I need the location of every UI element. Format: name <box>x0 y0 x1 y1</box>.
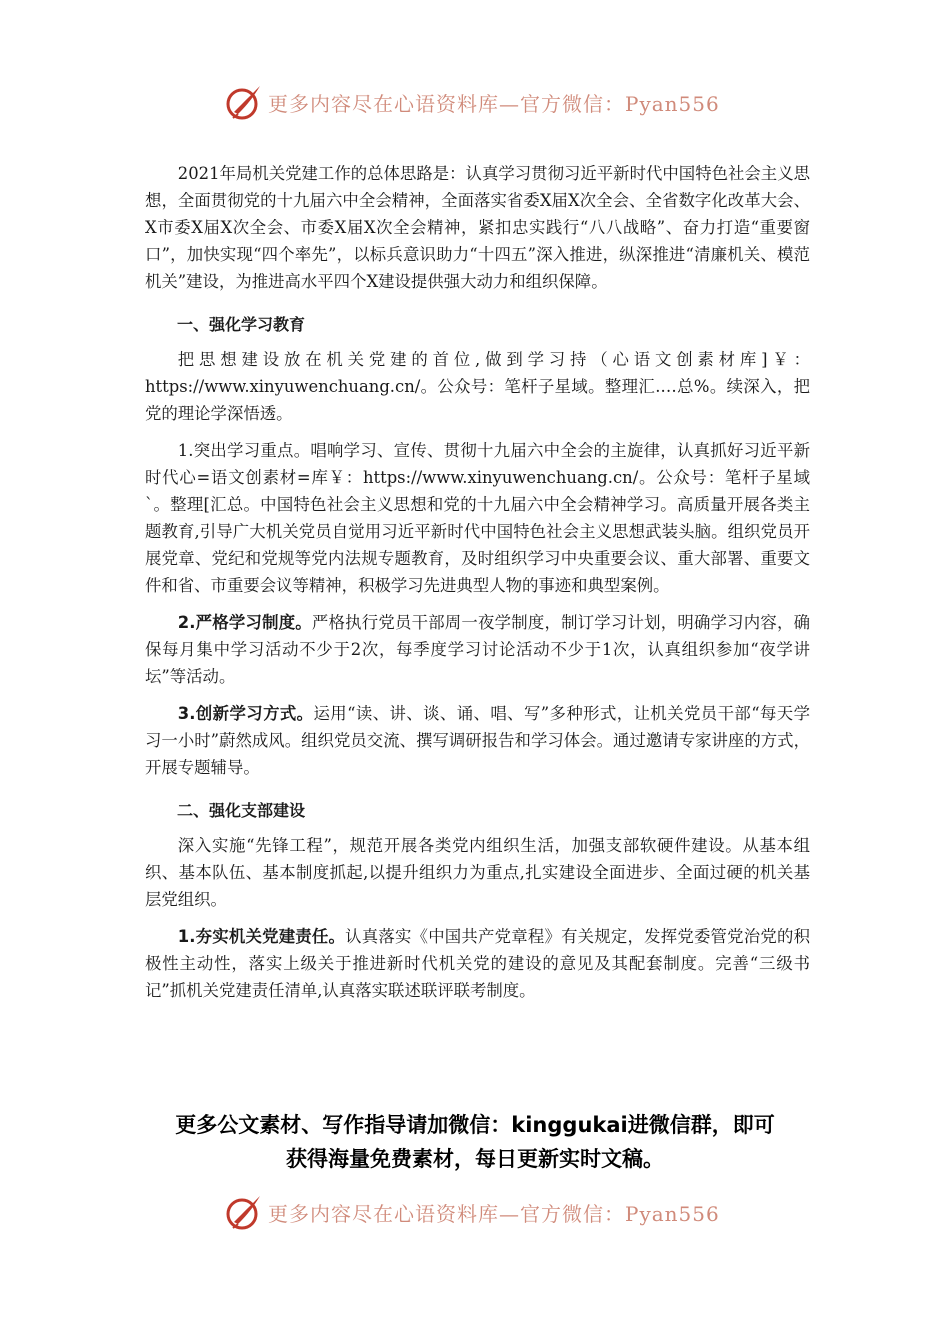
item-lead: 1.夯实机关党建责任。 <box>177 927 346 946</box>
section1-item-1 <box>145 437 810 599</box>
section-heading-study: 一、强化学习教育 <box>177 315 306 334</box>
header-banner <box>224 82 744 122</box>
item-lead: 2.严格学习制度。 <box>177 613 312 632</box>
item-text: 运用“读、讲、谈、诵、唱、写”多种形式，让机关党员干部“每天学习一小时”蔚然成风。组织党员交流、撰写调研报告和学习体会。通过邀请专家讲座的方式，开展专题辅导。 <box>145 704 810 777</box>
item-lead: 3.创新学习方式。 <box>177 704 314 723</box>
item-text: 严格执行党员干部周一夜学制度，制订学习计划，明确学习内容，确保每月集中学习活动不少于2次，每季度学习讨论活动不少于1次，认真组织参加“夜学讲坛”等活动。 <box>145 613 810 686</box>
section-heading-branch: 二、强化支部建设 <box>177 801 306 820</box>
quill-logo-icon <box>224 82 264 122</box>
promo-line-2: 获得海量免费素材，每日更新实时文稿。 <box>286 1147 664 1171</box>
header-banner-text: 更多内容尽在心语资料库—官方微信：Pyan556 <box>268 91 720 116</box>
document-body <box>145 160 810 1004</box>
item-text: 唱响学习、宣传、贯彻十九届六中全会的主旋律，认真抓好习近平新时代心=语文创素材=库￥：https://www.xinyuwenchuang.cn/。公众号：笔杆子星域`。整理[汇总。中国特色社会主义思想和党的十九届六中全会精神学习。高质量开展各类主题教育,引导广大机关党员自觉用习近平新时代中国特色社会主义思想武装头脑。组织党员开展党章、党纪和党规等党内法规专题教育，及时组织学习中央重要会议、重大部署、重要文件和省、市重要会议等精神，积极学习先进典型人物的事迹和典型案例。 <box>145 441 810 595</box>
quill-logo-icon <box>224 1192 264 1232</box>
promo-notice <box>100 1108 850 1176</box>
promo-line-1: 更多公文素材、写作指导请加微信：kinggukai进微信群，即可 <box>175 1113 775 1137</box>
section2-intro: 深入实施“先锋工程”，规范开展各类党内组织生活，加强支部软硬件建设。从基本组织、基本队伍、基本制度抓起,以提升组织力为重点,扎实建设全面进步、全面过硬的机关基层党组织。 <box>145 836 810 909</box>
footer-banner-text: 更多内容尽在心语资料库—官方微信：Pyan556 <box>268 1201 720 1226</box>
item-lead: 1.突出学习重点。 <box>177 441 311 460</box>
section1-item-3 <box>145 700 810 781</box>
section2-item-1 <box>145 923 810 1004</box>
footer-banner <box>224 1192 744 1232</box>
item-text: 认真落实《中国共产党章程》有关规定，发挥党委管党治党的积极性主动性，落实上级关于推进新时代机关党的建设的意见及其配套制度。完善“三级书记”抓机关党建责任清单,认真落实联述联评联考制度。 <box>145 927 810 1000</box>
section1-item-2 <box>145 609 810 690</box>
intro-paragraph: 2021年局机关党建工作的总体思路是：认真学习贯彻习近平新时代中国特色社会主义思想，全面贯彻党的十九届六中全会精神，全面落实省委X届X次全会、全省数字化改革大会、X市委X届X次全会、市委X届X次全会精神，紧扣忠实践行“八八战略”、奋力打造“重要窗口”，加快实现“四个率先”，以标兵意识助力“十四五”深入推进，纵深推进“清廉机关、模范机关”建设，为推进高水平四个X建设提供强大动力和组织保障。 <box>145 164 810 291</box>
section1-intro: 把思想建设放在机关党建的首位,做到学习持（心语文创素材库]￥：https://www.xinyuwenchuang.cn/。公众号：笔杆子星域。整理汇.…总%。续深入，把党的理论学深悟透。 <box>145 350 810 423</box>
